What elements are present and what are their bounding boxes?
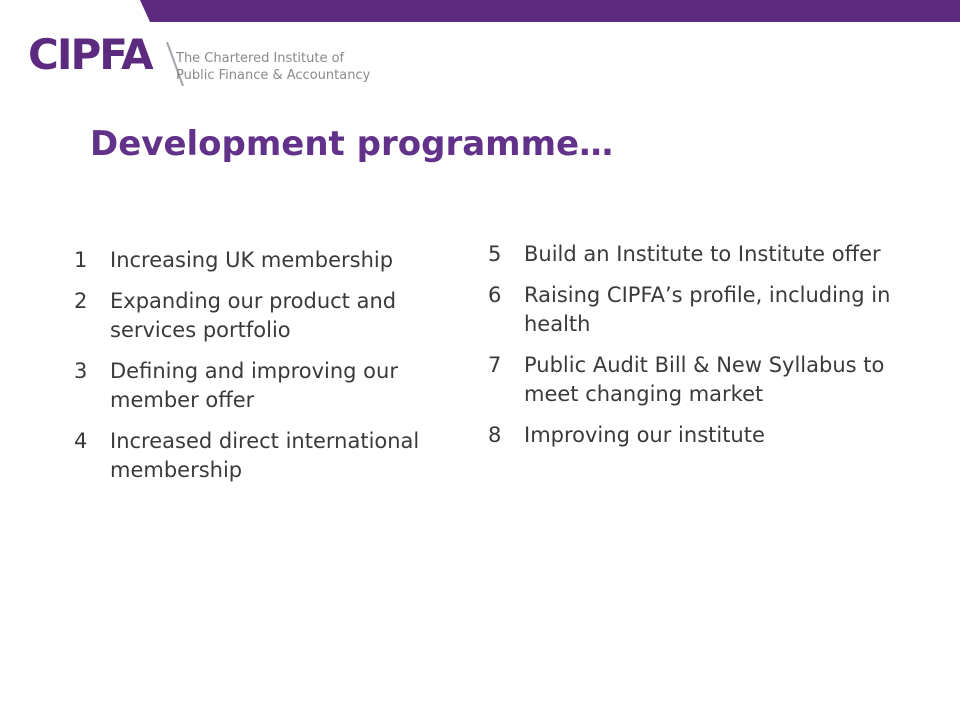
list-item [74, 357, 474, 415]
item-text: Increasing UK membership [110, 248, 394, 272]
item-text: Increased direct international membership [110, 429, 420, 482]
list-item [74, 287, 474, 345]
item-number: 4 [74, 429, 88, 453]
top-banner-shape [140, 0, 960, 22]
item-number: 5 [488, 242, 502, 266]
list-item [74, 427, 474, 485]
list-item [488, 281, 928, 339]
item-number: 8 [488, 423, 502, 447]
item-number: 1 [74, 248, 88, 272]
logo-tagline-line1: The Chartered Institute of [176, 51, 345, 66]
page-title: Development programme… [90, 124, 614, 164]
logo-tagline-line2: Public Finance & Accountancy [176, 68, 371, 83]
item-text: Improving our institute [524, 423, 765, 447]
logo-wordmark: CIPFA [28, 30, 152, 79]
item-text: Defining and improving our member offer [110, 359, 398, 412]
programme-list-right [488, 240, 928, 462]
item-text: Expanding our product and services portfolio [110, 289, 397, 342]
item-number: 7 [488, 353, 502, 377]
list-item [488, 240, 928, 269]
item-text: Public Audit Bill & New Syllabus to meet changing market [524, 353, 885, 406]
list-item [488, 351, 928, 409]
item-number: 2 [74, 289, 88, 313]
item-text: Raising CIPFA’s profile, including in health [524, 283, 891, 336]
logo-tagline [176, 50, 370, 84]
item-number: 3 [74, 359, 88, 383]
top-banner-band [0, 0, 960, 22]
programme-list-left [74, 246, 474, 497]
list-item [74, 246, 474, 275]
cipfa-logo [28, 30, 388, 90]
item-text: Build an Institute to Institute offer [524, 242, 881, 266]
list-item [488, 421, 928, 450]
item-number: 6 [488, 283, 502, 307]
